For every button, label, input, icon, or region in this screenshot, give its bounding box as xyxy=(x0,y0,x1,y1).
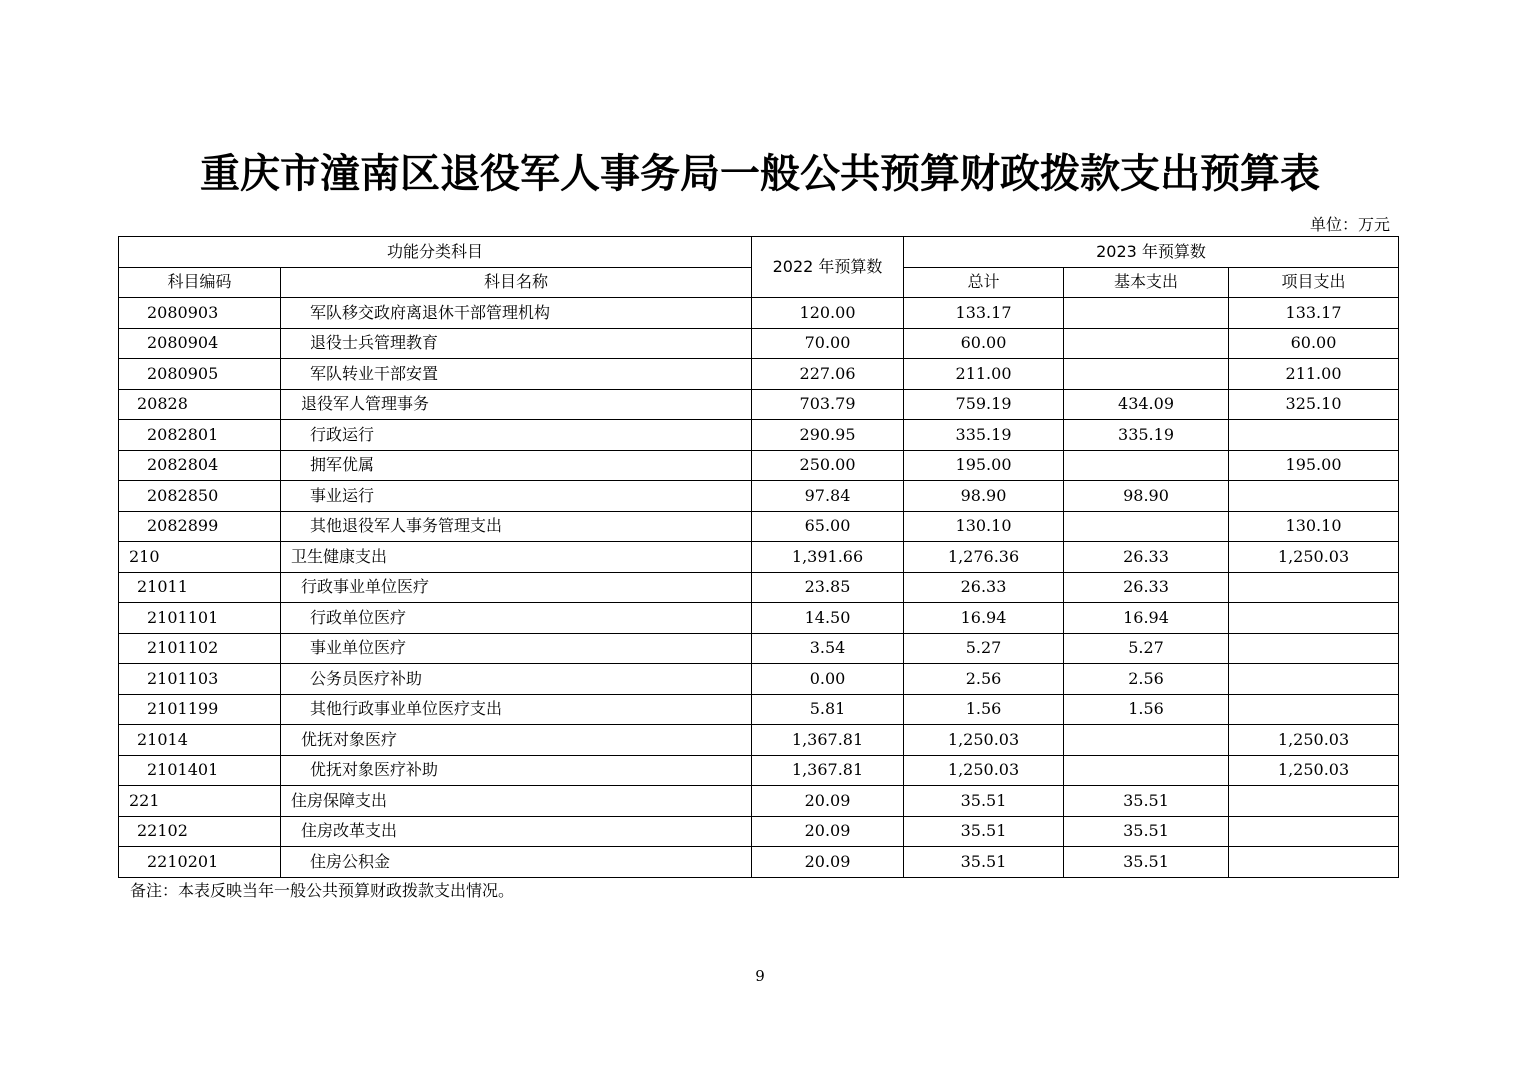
row-name: 事业运行 xyxy=(281,481,752,512)
row-name: 公务员医疗补助 xyxy=(281,664,752,695)
row-project: 60.00 xyxy=(1229,328,1399,359)
row-prior-year: 97.84 xyxy=(752,481,904,512)
row-total: 35.51 xyxy=(904,816,1064,847)
row-prior-year: 3.54 xyxy=(752,633,904,664)
row-prior-year: 23.85 xyxy=(752,572,904,603)
row-prior-year: 290.95 xyxy=(752,420,904,451)
row-basic xyxy=(1064,725,1229,756)
row-total: 16.94 xyxy=(904,603,1064,634)
row-prior-year: 1,367.81 xyxy=(752,725,904,756)
row-total: 195.00 xyxy=(904,450,1064,481)
table-row xyxy=(119,603,1399,634)
row-total: 759.19 xyxy=(904,389,1064,420)
row-name: 行政单位医疗 xyxy=(281,603,752,634)
table-row xyxy=(119,542,1399,573)
row-name: 军队移交政府离退休干部管理机构 xyxy=(281,298,752,329)
row-project xyxy=(1229,633,1399,664)
row-total: 98.90 xyxy=(904,481,1064,512)
row-basic xyxy=(1064,298,1229,329)
row-project: 1,250.03 xyxy=(1229,755,1399,786)
row-prior-year: 20.09 xyxy=(752,847,904,878)
row-basic xyxy=(1064,450,1229,481)
table-row xyxy=(119,481,1399,512)
row-project xyxy=(1229,816,1399,847)
row-code: 2210201 xyxy=(119,847,281,878)
row-basic: 98.90 xyxy=(1064,481,1229,512)
row-prior-year: 20.09 xyxy=(752,786,904,817)
row-prior-year: 120.00 xyxy=(752,298,904,329)
row-project xyxy=(1229,481,1399,512)
row-name: 事业单位医疗 xyxy=(281,633,752,664)
row-name: 优抚对象医疗 xyxy=(281,725,752,756)
row-basic: 16.94 xyxy=(1064,603,1229,634)
row-prior-year: 65.00 xyxy=(752,511,904,542)
table-row xyxy=(119,511,1399,542)
row-basic: 5.27 xyxy=(1064,633,1229,664)
row-project xyxy=(1229,603,1399,634)
row-project: 1,250.03 xyxy=(1229,542,1399,573)
row-basic: 35.51 xyxy=(1064,847,1229,878)
table-row xyxy=(119,786,1399,817)
row-project xyxy=(1229,664,1399,695)
row-basic: 35.51 xyxy=(1064,816,1229,847)
row-prior-year: 70.00 xyxy=(752,328,904,359)
row-total: 26.33 xyxy=(904,572,1064,603)
row-code: 22102 xyxy=(119,816,281,847)
table-body xyxy=(119,298,1399,878)
row-project: 211.00 xyxy=(1229,359,1399,390)
row-total: 133.17 xyxy=(904,298,1064,329)
document-title: 重庆市潼南区退役军人事务局一般公共预算财政拨款支出预算表 xyxy=(200,151,1320,197)
row-total: 335.19 xyxy=(904,420,1064,451)
row-code: 2101102 xyxy=(119,633,281,664)
row-name: 行政事业单位医疗 xyxy=(281,572,752,603)
row-total: 130.10 xyxy=(904,511,1064,542)
row-basic: 434.09 xyxy=(1064,389,1229,420)
row-basic: 26.33 xyxy=(1064,542,1229,573)
row-prior-year: 1,367.81 xyxy=(752,755,904,786)
row-code: 2082850 xyxy=(119,481,281,512)
row-project: 130.10 xyxy=(1229,511,1399,542)
row-total: 1,250.03 xyxy=(904,755,1064,786)
code-header: 科目编码 xyxy=(119,267,281,298)
row-project xyxy=(1229,572,1399,603)
table-row xyxy=(119,694,1399,725)
row-total: 35.51 xyxy=(904,786,1064,817)
row-project: 195.00 xyxy=(1229,450,1399,481)
row-basic: 35.51 xyxy=(1064,786,1229,817)
name-header: 科目名称 xyxy=(281,267,752,298)
row-code: 21014 xyxy=(119,725,281,756)
row-project: 1,250.03 xyxy=(1229,725,1399,756)
table-row xyxy=(119,328,1399,359)
row-name: 其他行政事业单位医疗支出 xyxy=(281,694,752,725)
budget-table xyxy=(118,236,1399,878)
table-row xyxy=(119,572,1399,603)
row-prior-year: 20.09 xyxy=(752,816,904,847)
page-number: 9 xyxy=(755,967,765,985)
row-project xyxy=(1229,786,1399,817)
project-header: 项目支出 xyxy=(1229,267,1399,298)
row-code: 20828 xyxy=(119,389,281,420)
row-total: 5.27 xyxy=(904,633,1064,664)
row-project xyxy=(1229,420,1399,451)
footnote: 备注：本表反映当年一般公共预算财政拨款支出情况。 xyxy=(130,881,515,900)
basic-header: 基本支出 xyxy=(1064,267,1229,298)
row-prior-year: 703.79 xyxy=(752,389,904,420)
row-code: 2101103 xyxy=(119,664,281,695)
row-prior-year: 227.06 xyxy=(752,359,904,390)
table-row xyxy=(119,664,1399,695)
table-row xyxy=(119,359,1399,390)
row-code: 2082899 xyxy=(119,511,281,542)
row-name: 行政运行 xyxy=(281,420,752,451)
row-code: 21011 xyxy=(119,572,281,603)
row-code: 2101401 xyxy=(119,755,281,786)
row-code: 221 xyxy=(119,786,281,817)
row-basic xyxy=(1064,511,1229,542)
table-row xyxy=(119,389,1399,420)
table-row xyxy=(119,847,1399,878)
row-code: 2082801 xyxy=(119,420,281,451)
row-prior-year: 1,391.66 xyxy=(752,542,904,573)
table-row xyxy=(119,725,1399,756)
table-row xyxy=(119,633,1399,664)
row-name: 卫生健康支出 xyxy=(281,542,752,573)
row-name: 拥军优属 xyxy=(281,450,752,481)
row-code: 2082804 xyxy=(119,450,281,481)
row-name: 住房保障支出 xyxy=(281,786,752,817)
row-basic xyxy=(1064,755,1229,786)
row-prior-year: 5.81 xyxy=(752,694,904,725)
row-code: 210 xyxy=(119,542,281,573)
row-total: 211.00 xyxy=(904,359,1064,390)
row-basic xyxy=(1064,328,1229,359)
row-code: 2080905 xyxy=(119,359,281,390)
row-total: 2.56 xyxy=(904,664,1064,695)
row-code: 2080903 xyxy=(119,298,281,329)
row-code: 2080904 xyxy=(119,328,281,359)
row-project xyxy=(1229,847,1399,878)
row-total: 1.56 xyxy=(904,694,1064,725)
table-row xyxy=(119,420,1399,451)
table-row xyxy=(119,816,1399,847)
row-name: 住房公积金 xyxy=(281,847,752,878)
current-year-header: 2023 年预算数 xyxy=(904,237,1399,268)
prior-year-header: 2022 年预算数 xyxy=(752,237,904,298)
row-prior-year: 14.50 xyxy=(752,603,904,634)
row-prior-year: 250.00 xyxy=(752,450,904,481)
row-project: 325.10 xyxy=(1229,389,1399,420)
row-total: 1,276.36 xyxy=(904,542,1064,573)
row-code: 2101199 xyxy=(119,694,281,725)
row-name: 退役士兵管理教育 xyxy=(281,328,752,359)
row-basic: 335.19 xyxy=(1064,420,1229,451)
row-name: 退役军人管理事务 xyxy=(281,389,752,420)
functional-category-header: 功能分类科目 xyxy=(119,237,752,268)
unit-label: 单位：万元 xyxy=(1309,215,1390,234)
row-total: 1,250.03 xyxy=(904,725,1064,756)
row-basic: 1.56 xyxy=(1064,694,1229,725)
row-basic: 2.56 xyxy=(1064,664,1229,695)
row-prior-year: 0.00 xyxy=(752,664,904,695)
row-basic xyxy=(1064,359,1229,390)
row-name: 其他退役军人事务管理支出 xyxy=(281,511,752,542)
row-total: 60.00 xyxy=(904,328,1064,359)
table-row xyxy=(119,450,1399,481)
row-basic: 26.33 xyxy=(1064,572,1229,603)
row-project xyxy=(1229,694,1399,725)
table-header xyxy=(119,237,1399,298)
row-name: 优抚对象医疗补助 xyxy=(281,755,752,786)
row-project: 133.17 xyxy=(1229,298,1399,329)
table-row xyxy=(119,755,1399,786)
total-header: 总计 xyxy=(904,267,1064,298)
row-code: 2101101 xyxy=(119,603,281,634)
row-name: 军队转业干部安置 xyxy=(281,359,752,390)
row-name: 住房改革支出 xyxy=(281,816,752,847)
table-row xyxy=(119,298,1399,329)
row-total: 35.51 xyxy=(904,847,1064,878)
